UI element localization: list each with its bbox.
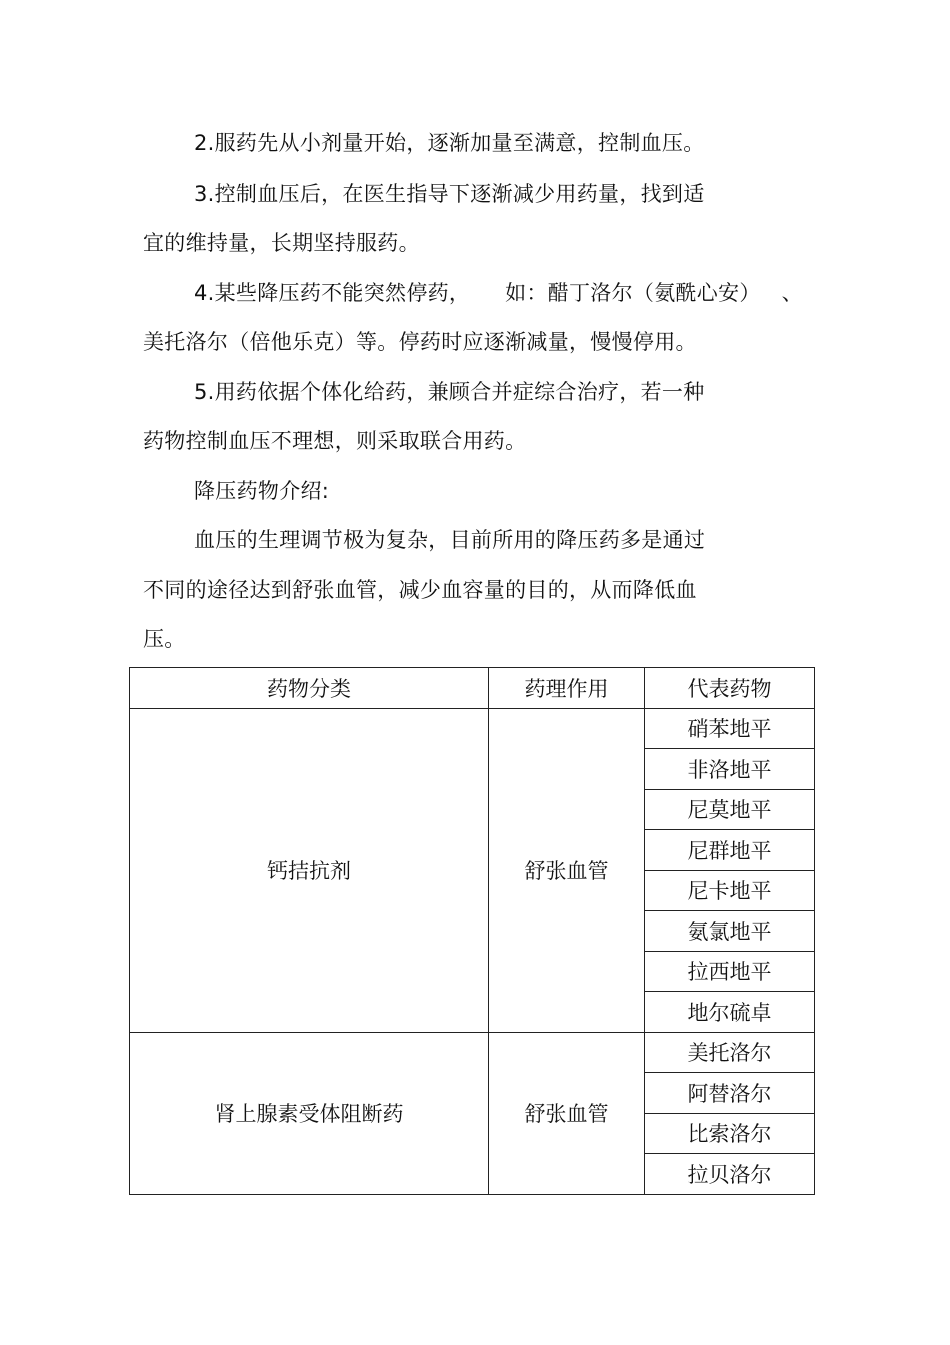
paragraph-line: 药物控制血压不理想，则采取联合用药。 [143,429,527,453]
drug-cell: 尼群地平 [645,830,815,871]
drug-table [129,667,815,1195]
drug-cell: 非洛地平 [645,749,815,790]
drug-cell: 氨氯地平 [645,911,815,952]
drug-cell: 美托洛尔 [645,1032,815,1073]
drug-cell: 拉贝洛尔 [645,1154,815,1195]
action-cell: 舒张血管 [489,708,645,1032]
paragraph-line: 压。 [143,627,186,651]
paragraph-line: 4.某些降压药不能突然停药， 如：醋丁洛尔（氨酰心安） 、 [194,281,803,305]
table-row [130,708,815,749]
paragraph-line: 2.服药先从小剂量开始，逐渐加量至满意，控制血压。 [194,131,705,155]
table-header-row [130,668,815,709]
paragraph-line: 3.控制血压后，在医生指导下逐渐减少用药量，找到适 [194,182,705,206]
drug-cell: 阿替洛尔 [645,1073,815,1114]
paragraph-line: 美托洛尔（倍他乐克）等。停药时应逐渐减量，慢慢停用。 [143,330,697,354]
section-heading: 降压药物介绍: [194,479,330,503]
category-cell: 肾上腺素受体阻断药 [130,1032,489,1194]
action-cell: 舒张血管 [489,1032,645,1194]
table-row [130,1032,815,1073]
drug-cell: 硝苯地平 [645,708,815,749]
drug-cell: 比索洛尔 [645,1113,815,1154]
header-action: 药理作用 [489,668,645,709]
paragraph-line: 不同的途径达到舒张血管，减少血容量的目的，从而降低血 [143,578,697,602]
drug-cell: 拉西地平 [645,951,815,992]
paragraph-line: 5.用药依据个体化给药，兼顾合并症综合治疗，若一种 [194,380,705,404]
drug-cell: 尼莫地平 [645,789,815,830]
drug-cell: 地尔硫卓 [645,992,815,1033]
paragraph-line: 血压的生理调节极为复杂，目前所用的降压药多是通过 [194,528,706,552]
drug-cell: 尼卡地平 [645,870,815,911]
paragraph-line: 宜的维持量，长期坚持服药。 [143,231,420,255]
header-drugs: 代表药物 [645,668,815,709]
header-category: 药物分类 [130,668,489,709]
category-cell: 钙拮抗剂 [130,708,489,1032]
